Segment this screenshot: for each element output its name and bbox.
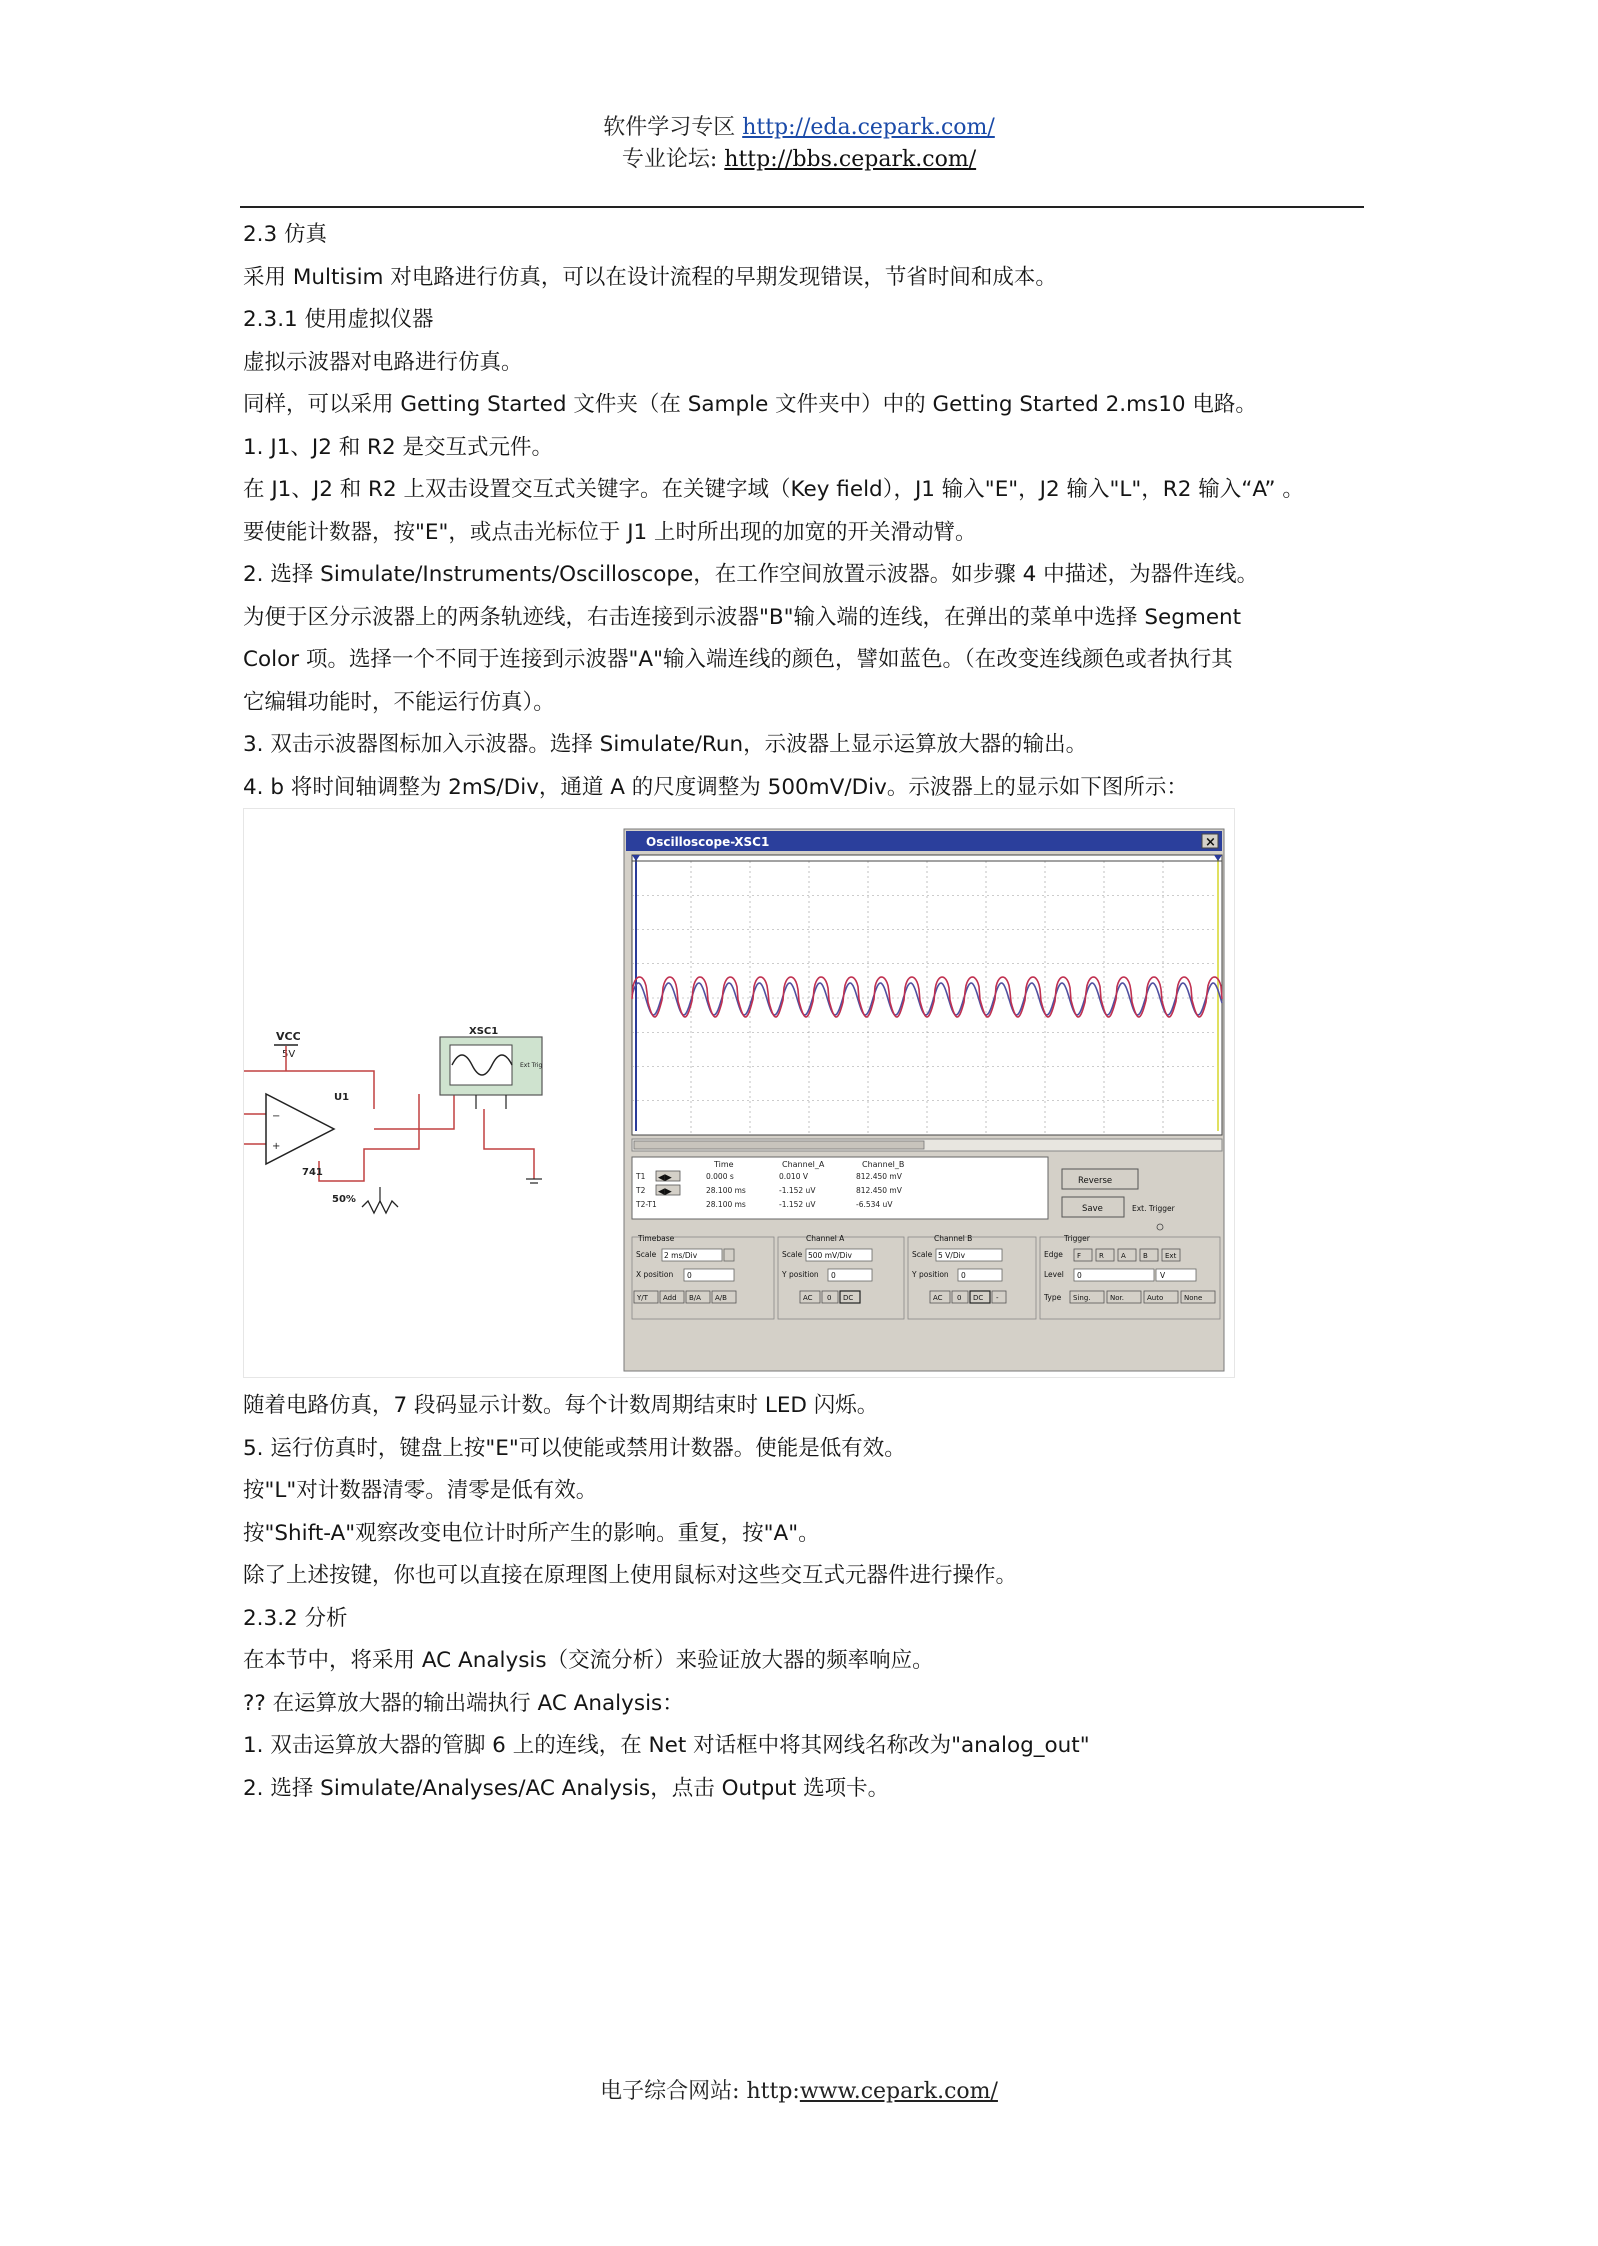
paragraph: 在 J1、J2 和 R2 上双击设置交互式关键字。在关键字域（Key field），J1 输入"E"，J2 输入"L"，R2 输入“A” 。	[243, 477, 1304, 502]
mode-ab-label: A/B	[715, 1294, 727, 1302]
readout-a-t1: 0.010 V	[779, 1172, 808, 1181]
bbs-link[interactable]: http://bbs.cepark.com/	[724, 147, 977, 172]
footer-label: 电子综合网站: http:	[600, 2079, 800, 2104]
paragraph: 它编辑功能时，不能运行仿真）。	[243, 689, 555, 715]
readout-header-a: Channel_A	[782, 1160, 825, 1169]
channel-b-minus-label: -	[996, 1294, 999, 1302]
oscilloscope-window	[624, 829, 1224, 1371]
channel-a-ac-label: AC	[803, 1294, 813, 1302]
paragraph: 2. 选择 Simulate/Instruments/Oscilloscope，在工作空间放置示波器。如步骤 4 中描述，为器件连线。	[243, 562, 1259, 587]
mode-ba-label: B/A	[689, 1294, 701, 1302]
readout-panel	[632, 1157, 1048, 1219]
timebase-spinner[interactable]	[724, 1249, 734, 1261]
section-heading-2-3-1: 2.3.1 使用虚拟仪器	[243, 307, 434, 332]
readout-time-diff: 28.100 ms	[706, 1200, 746, 1209]
channel-a-zero-label: 0	[827, 1294, 832, 1302]
trigger-level-value: 0	[1077, 1271, 1082, 1280]
page-footer	[0, 2074, 1598, 2105]
arrow-left-right-icon[interactable]: ◀▶	[658, 1173, 672, 1183]
trigger-level-field[interactable]	[1074, 1269, 1154, 1281]
readout-b-t2: 812.450 mV	[856, 1186, 902, 1195]
section-heading-2-3: 2.3 仿真	[243, 222, 328, 247]
arrow-left-right-icon[interactable]: ◀▶	[658, 1187, 672, 1197]
channel-b-ypos-label: Y position	[912, 1270, 949, 1279]
paragraph: 3. 双击示波器图标加入示波器。选择 Simulate/Run，示波器上显示运算放大器的输出。	[243, 732, 1088, 757]
opamp-ref: U1	[334, 1092, 350, 1103]
trigger-edge-label-0: F	[1077, 1252, 1082, 1260]
vcc-label: VCC	[276, 1030, 301, 1043]
wire	[484, 1109, 534, 1179]
trigger-edge-label: Edge	[1044, 1250, 1063, 1259]
header-label-2: 专业论坛:	[621, 147, 718, 172]
trigger-level-unit: V	[1160, 1271, 1166, 1280]
section-heading-2-3-2: 2.3.2 分析	[243, 1605, 348, 1631]
channel-b-dc-label: DC	[973, 1294, 984, 1302]
trigger-type-label: Type	[1044, 1293, 1062, 1302]
scope-symbol-screen	[450, 1045, 512, 1085]
channel-a-ypos-label: Y position	[782, 1270, 819, 1279]
channel-b-scale-label: Scale	[912, 1250, 933, 1259]
channel-b-scale-value: 5 V/Div	[938, 1251, 966, 1260]
readout-label-t1: T1	[636, 1172, 646, 1181]
channel-a-scale-label: Scale	[782, 1250, 803, 1259]
channel-a-dc-label: DC	[843, 1294, 854, 1302]
wire	[244, 1071, 374, 1109]
header-line-2	[0, 144, 1598, 176]
paragraph: 要使能计数器，按"E"，或点击光标位于 J1 上时所出现的加宽的开关滑动臂。	[243, 519, 977, 545]
trigger-level-label: Level	[1044, 1270, 1064, 1279]
save-label: Save	[1082, 1204, 1103, 1214]
channel-a-scale-value: 500 mV/Div	[808, 1251, 852, 1260]
readout-label-t2: T2	[636, 1186, 646, 1195]
paragraph: 2. 选择 Simulate/Analyses/AC Analysis，点击 Output 选项卡。	[243, 1775, 890, 1801]
readout-b-t1: 812.450 mV	[856, 1172, 902, 1181]
schematic	[244, 1026, 543, 1213]
paragraph: 按"L"对计数器清零。清零是低有效。	[243, 1478, 598, 1503]
readout-label-diff: T2-T1	[636, 1200, 657, 1209]
channel-a-ypos-value: 0	[831, 1271, 836, 1280]
wire	[319, 1094, 419, 1181]
opamp-plus: +	[272, 1141, 281, 1152]
timebase-scale-value: 2 ms/Div	[664, 1251, 698, 1260]
trigger-edge-label-1: R	[1099, 1252, 1104, 1260]
trigger-edge-buttons	[1074, 1249, 1180, 1261]
trigger-edge-label-2: A	[1121, 1252, 1126, 1260]
simulation-figure	[243, 808, 1235, 1378]
scope-scroll-thumb[interactable]	[634, 1141, 924, 1149]
readout-b-diff: -6.534 uV	[856, 1200, 893, 1209]
paragraph: ?? 在运算放大器的输出端执行 AC Analysis：	[243, 1690, 684, 1716]
paragraph: 5. 运行仿真时，键盘上按"E"可以使能或禁用计数器。使能是低有效。	[243, 1435, 906, 1461]
channel-b-zero-label: 0	[957, 1294, 962, 1302]
readout-header-time: Time	[714, 1160, 734, 1169]
paragraph: 为便于区分示波器上的两条轨迹线，右击连接到示波器"B"输入端的连线，在弹出的菜单中选择 Segment	[243, 604, 1242, 630]
timebase-xpos-label: X position	[636, 1270, 674, 1279]
paragraph: 1. 双击运算放大器的管脚 6 上的连线，在 Net 对话框中将其网线名称改为"analog_out"	[243, 1733, 1090, 1758]
trigger-type-label-0: Sing.	[1073, 1294, 1091, 1302]
readout-time-t2: 28.100 ms	[706, 1186, 746, 1195]
paragraph: 4. b 将时间轴调整为 2mS/Div，通道 A 的尺度调整为 500mV/Div。示波器上的显示如下图所示：	[243, 774, 1188, 800]
opamp-part: 741	[302, 1167, 323, 1178]
page-header	[0, 112, 1598, 176]
trigger-type-label-3: None	[1184, 1294, 1203, 1302]
channel-b-minus-button[interactable]	[992, 1291, 1006, 1303]
paragraph: 采用 Multisim 对电路进行仿真，可以在设计流程的早期发现错误，节省时间和成本。	[243, 264, 1057, 290]
paragraph: Color 项。选择一个不同于连接到示波器"A"输入端连线的颜色，譬如蓝色。（在改变连线颜色或者执行其	[243, 647, 1233, 672]
trigger-edge-label-4: Ext	[1165, 1252, 1177, 1260]
readout-time-t1: 0.000 s	[706, 1172, 734, 1181]
scope-ref: XSC1	[469, 1026, 499, 1037]
readout-a-diff: -1.152 uV	[779, 1200, 816, 1209]
paragraph: 按"Shift-A"观察改变电位计时所产生的影响。重复，按"A"。	[243, 1520, 820, 1546]
footer-link[interactable]: www.cepark.com/	[799, 2079, 998, 2104]
vcc-value: 5V	[282, 1049, 296, 1060]
timebase-scale-label: Scale	[636, 1250, 657, 1259]
scope-side-label: Ext Trig	[520, 1062, 543, 1069]
mode-yt-label: Y/T	[637, 1294, 648, 1302]
channel-b-ypos-value: 0	[961, 1271, 966, 1280]
trigger-title: Trigger	[1064, 1234, 1090, 1243]
figure-svg	[244, 809, 1234, 1377]
opamp-minus: −	[272, 1111, 281, 1122]
paragraph: 同样，可以采用 Getting Started 文件夹（在 Sample 文件夹中）中的 Getting Started 2.ms10 电路。	[243, 392, 1257, 417]
readout-header-b: Channel_B	[862, 1160, 905, 1169]
paragraph: 1. J1、J2 和 R2 是交互式元件。	[243, 434, 554, 460]
scope-title: Oscilloscope-XSC1	[646, 835, 770, 849]
header-line-1	[0, 112, 1598, 144]
readout-a-t2: -1.152 uV	[779, 1186, 816, 1195]
pot-symbol[interactable]	[362, 1201, 398, 1213]
paragraph: 除了上述按键，你也可以直接在原理图上使用鼠标对这些交互式元器件进行操作。	[243, 1563, 1018, 1588]
opamp-symbol[interactable]	[266, 1094, 334, 1164]
timebase-title: Timebase	[638, 1234, 675, 1243]
channel-a-title: Channel A	[806, 1234, 845, 1243]
trigger-edge-label-3: B	[1143, 1252, 1148, 1260]
body-text-after-figure	[243, 1385, 1368, 1810]
timebase-xpos-value: 0	[687, 1271, 692, 1280]
channel-b-ac-label: AC	[933, 1294, 943, 1302]
paragraph: 随着电路仿真，7 段码显示计数。每个计数周期结束时 LED 闪烁。	[243, 1393, 879, 1418]
header-label-1: 软件学习专区	[603, 115, 736, 140]
eda-link[interactable]: http://eda.cepark.com/	[742, 115, 995, 140]
channel-b-title: Channel B	[934, 1234, 973, 1243]
reverse-label: Reverse	[1078, 1176, 1113, 1186]
pot-percent: 50%	[332, 1194, 356, 1205]
trigger-type-label-1: Nor.	[1110, 1294, 1124, 1302]
paragraph: 在本节中，将采用 AC Analysis（交流分析）来验证放大器的频率响应。	[243, 1648, 934, 1673]
trigger-type-label-2: Auto	[1147, 1294, 1164, 1302]
mode-add-label: Add	[663, 1294, 677, 1302]
close-icon[interactable]: ×	[1205, 835, 1216, 850]
body-text	[243, 214, 1368, 809]
paragraph: 虚拟示波器对电路进行仿真。	[243, 349, 523, 375]
ext-trigger-label: Ext. Trigger	[1132, 1204, 1175, 1213]
header-rule	[240, 206, 1364, 208]
